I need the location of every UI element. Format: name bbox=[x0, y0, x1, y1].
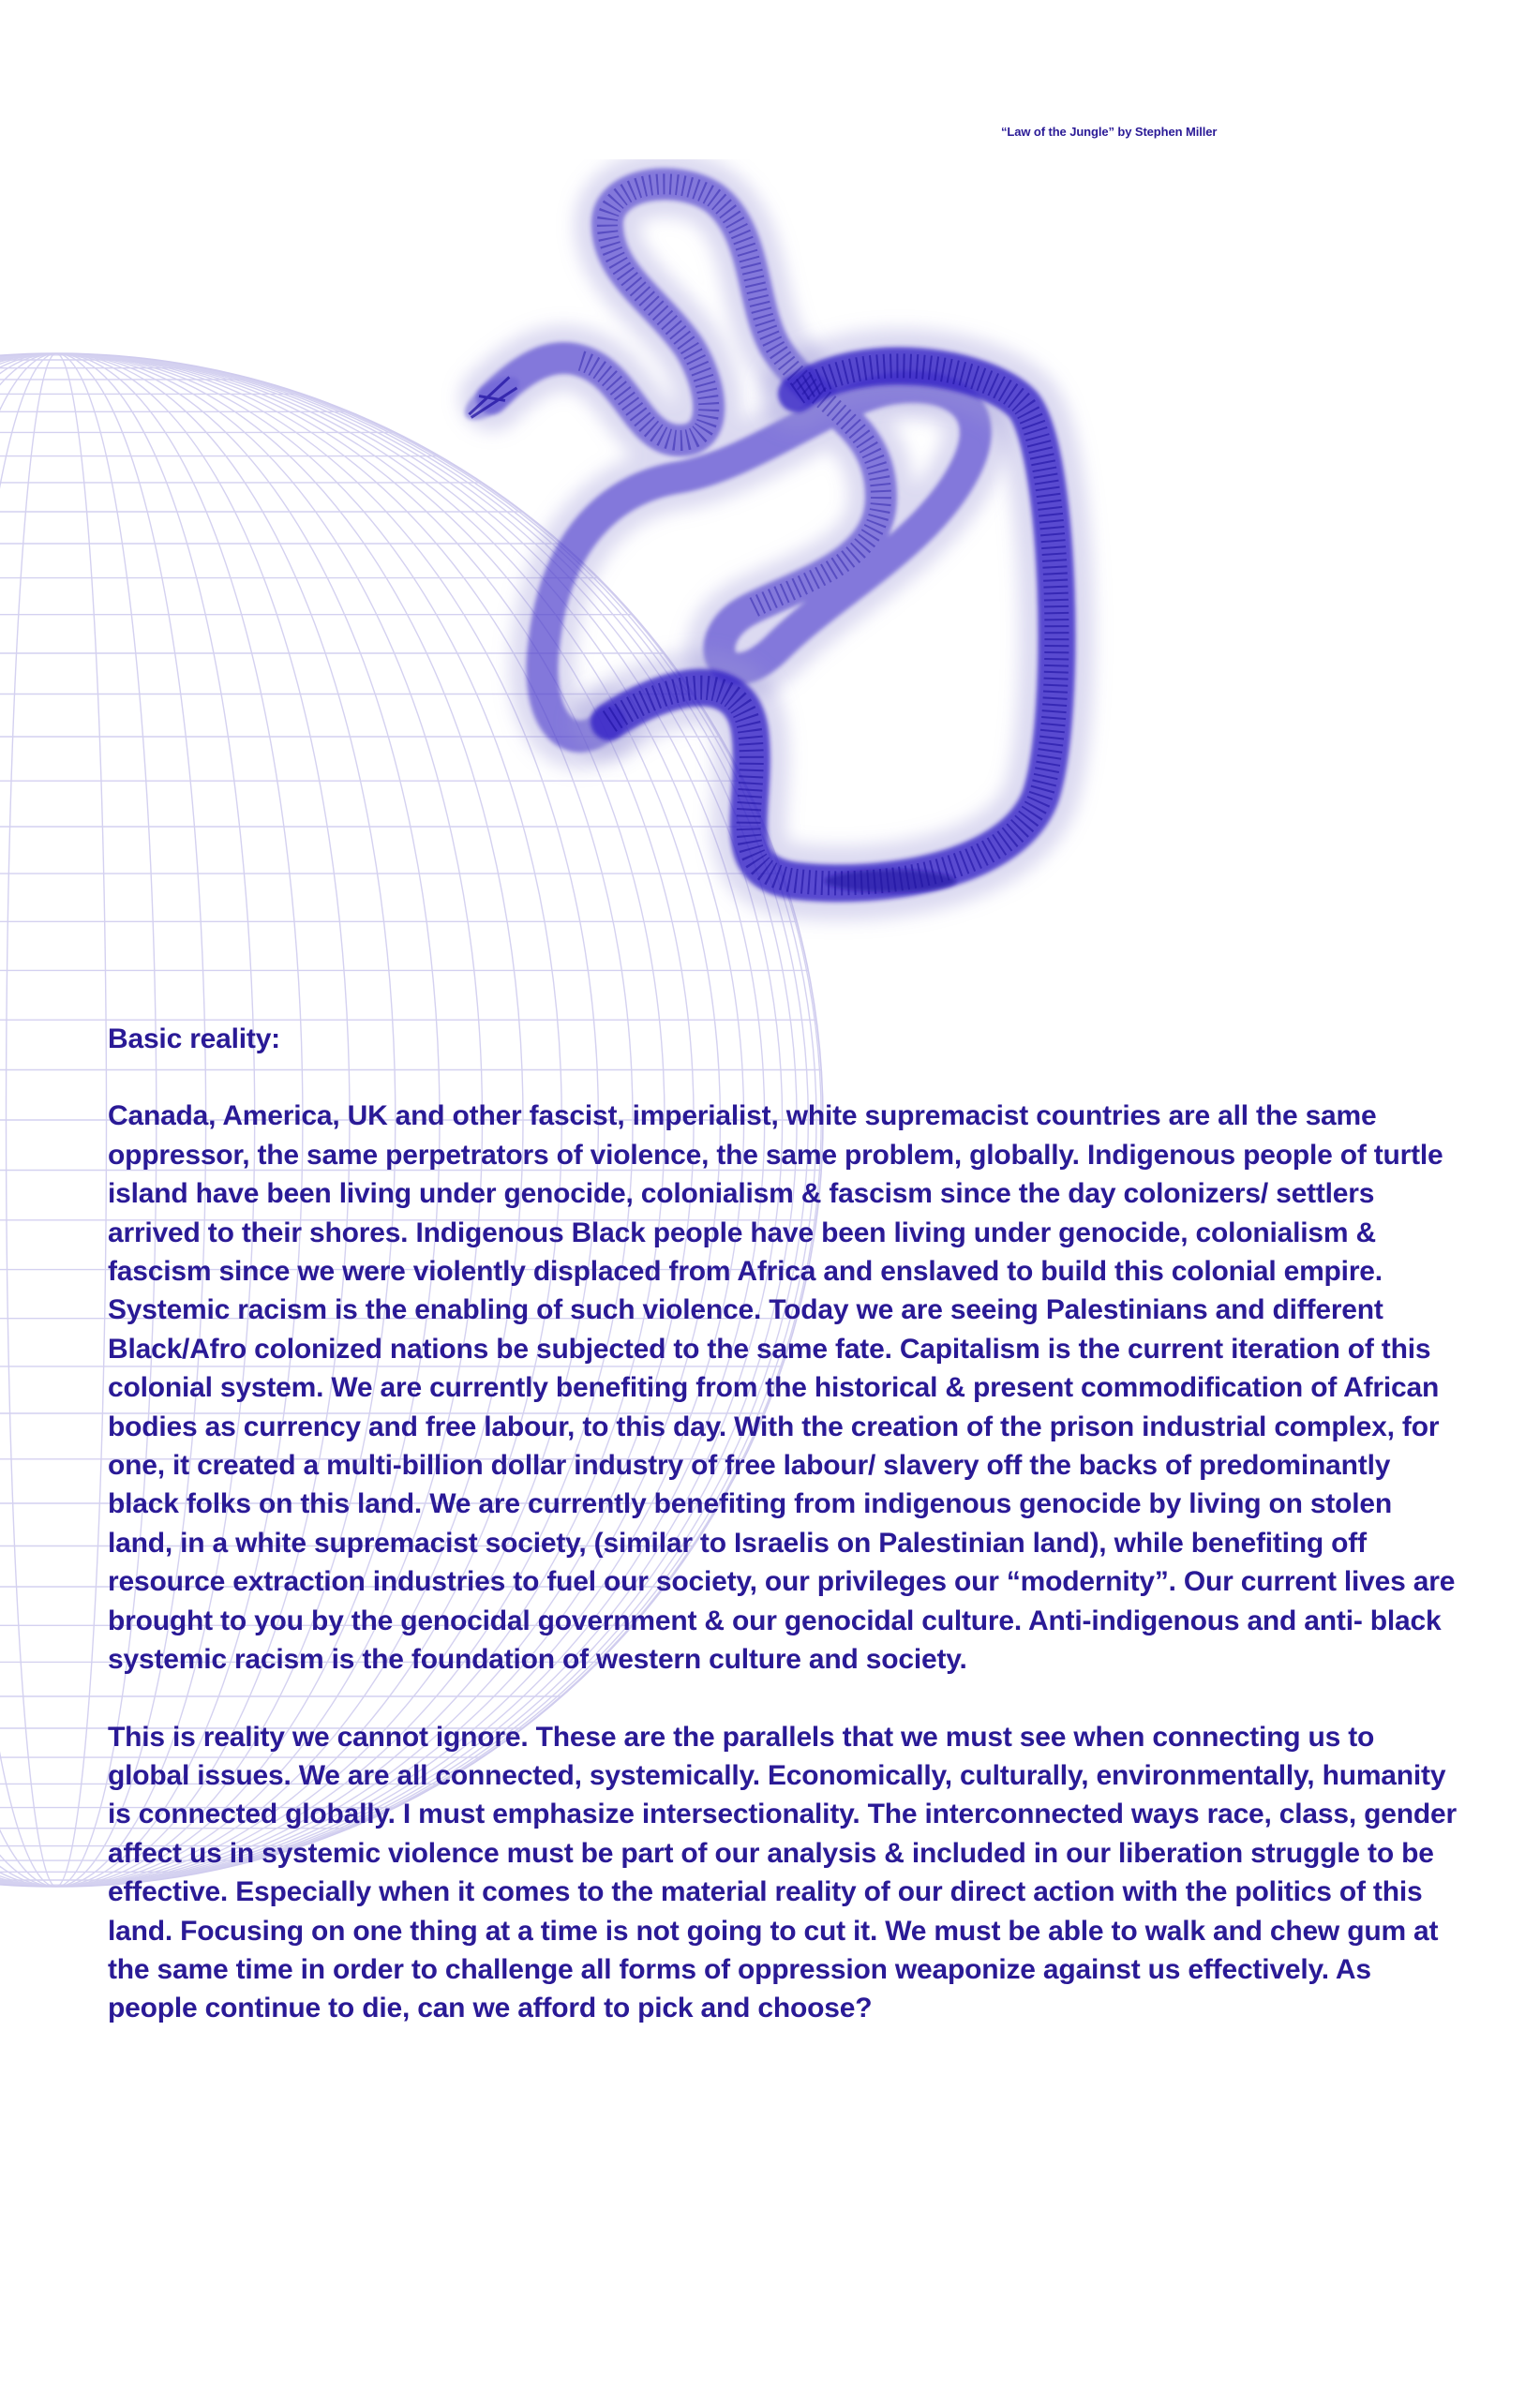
section-heading: Basic reality: bbox=[108, 1023, 280, 1054]
paragraph-1: Canada, America, UK and other fascist, imperialist, white supremacist countries are all the same oppressor, the same perpetrators of violence, the same problem, globally. Indigenous people of turtle island have been living under genocide, colonialism & fascism since the day colonizers/ settlers arrived to their shores. Indigenous Black people have been living under genocide, colonialism & fascism since we were violently displaced from Africa and enslaved to build this colonial empire. Systemic racism is the enabling of such violence. Today we are seeing Palestinians and different Black/Afro colonized nations be subjected to the same fate. Capitalism is the current iteration of this colonial system. We are currently benefiting from the historical & present commodification of African bodies as currency and free labour, to this day. With the creation of the prison industrial complex, for one, it created a multi-billion dollar industry of free labour/ slavery off the backs of predominantly black folks on this land. We are currently benefiting from indigenous genocide by living on stolen land, in a white supremacist society, (similar to Israelis on Palestinian land), while benefiting off resource extraction industries to fuel our society, our privileges our “modernity”. Our current lives are brought to you by the genocidal government & our genocidal culture. Anti-indigenous and anti- black systemic racism is the foundation of western culture and society. bbox=[108, 1100, 1456, 1676]
main-text bbox=[108, 1020, 1458, 2028]
snake-skeleton-illustration bbox=[441, 159, 1153, 965]
paragraph-2: This is reality we cannot ignore. These are the parallels that we must see when connecting us to global issues. We are all connected, systemically. Economically, culturally, environmentally, humanity is connected globally. I must emphasize intersectionality. The interconnected ways race, class, gender affect us in systemic violence must be part of our analysis & included in our liberation struggle to be effective. Especially when it comes to the material reality of our direct action with the politics of this land. Focusing on one thing at a time is not going to cut it. We must be able to walk and chew gum at the same time in order to challenge all forms of oppression weaponize against us effectively. As people continue to die, can we afford to pick and choose? bbox=[108, 1721, 1457, 2024]
artwork-caption: “Law of the Jungle” by Stephen Miller bbox=[1001, 125, 1218, 139]
